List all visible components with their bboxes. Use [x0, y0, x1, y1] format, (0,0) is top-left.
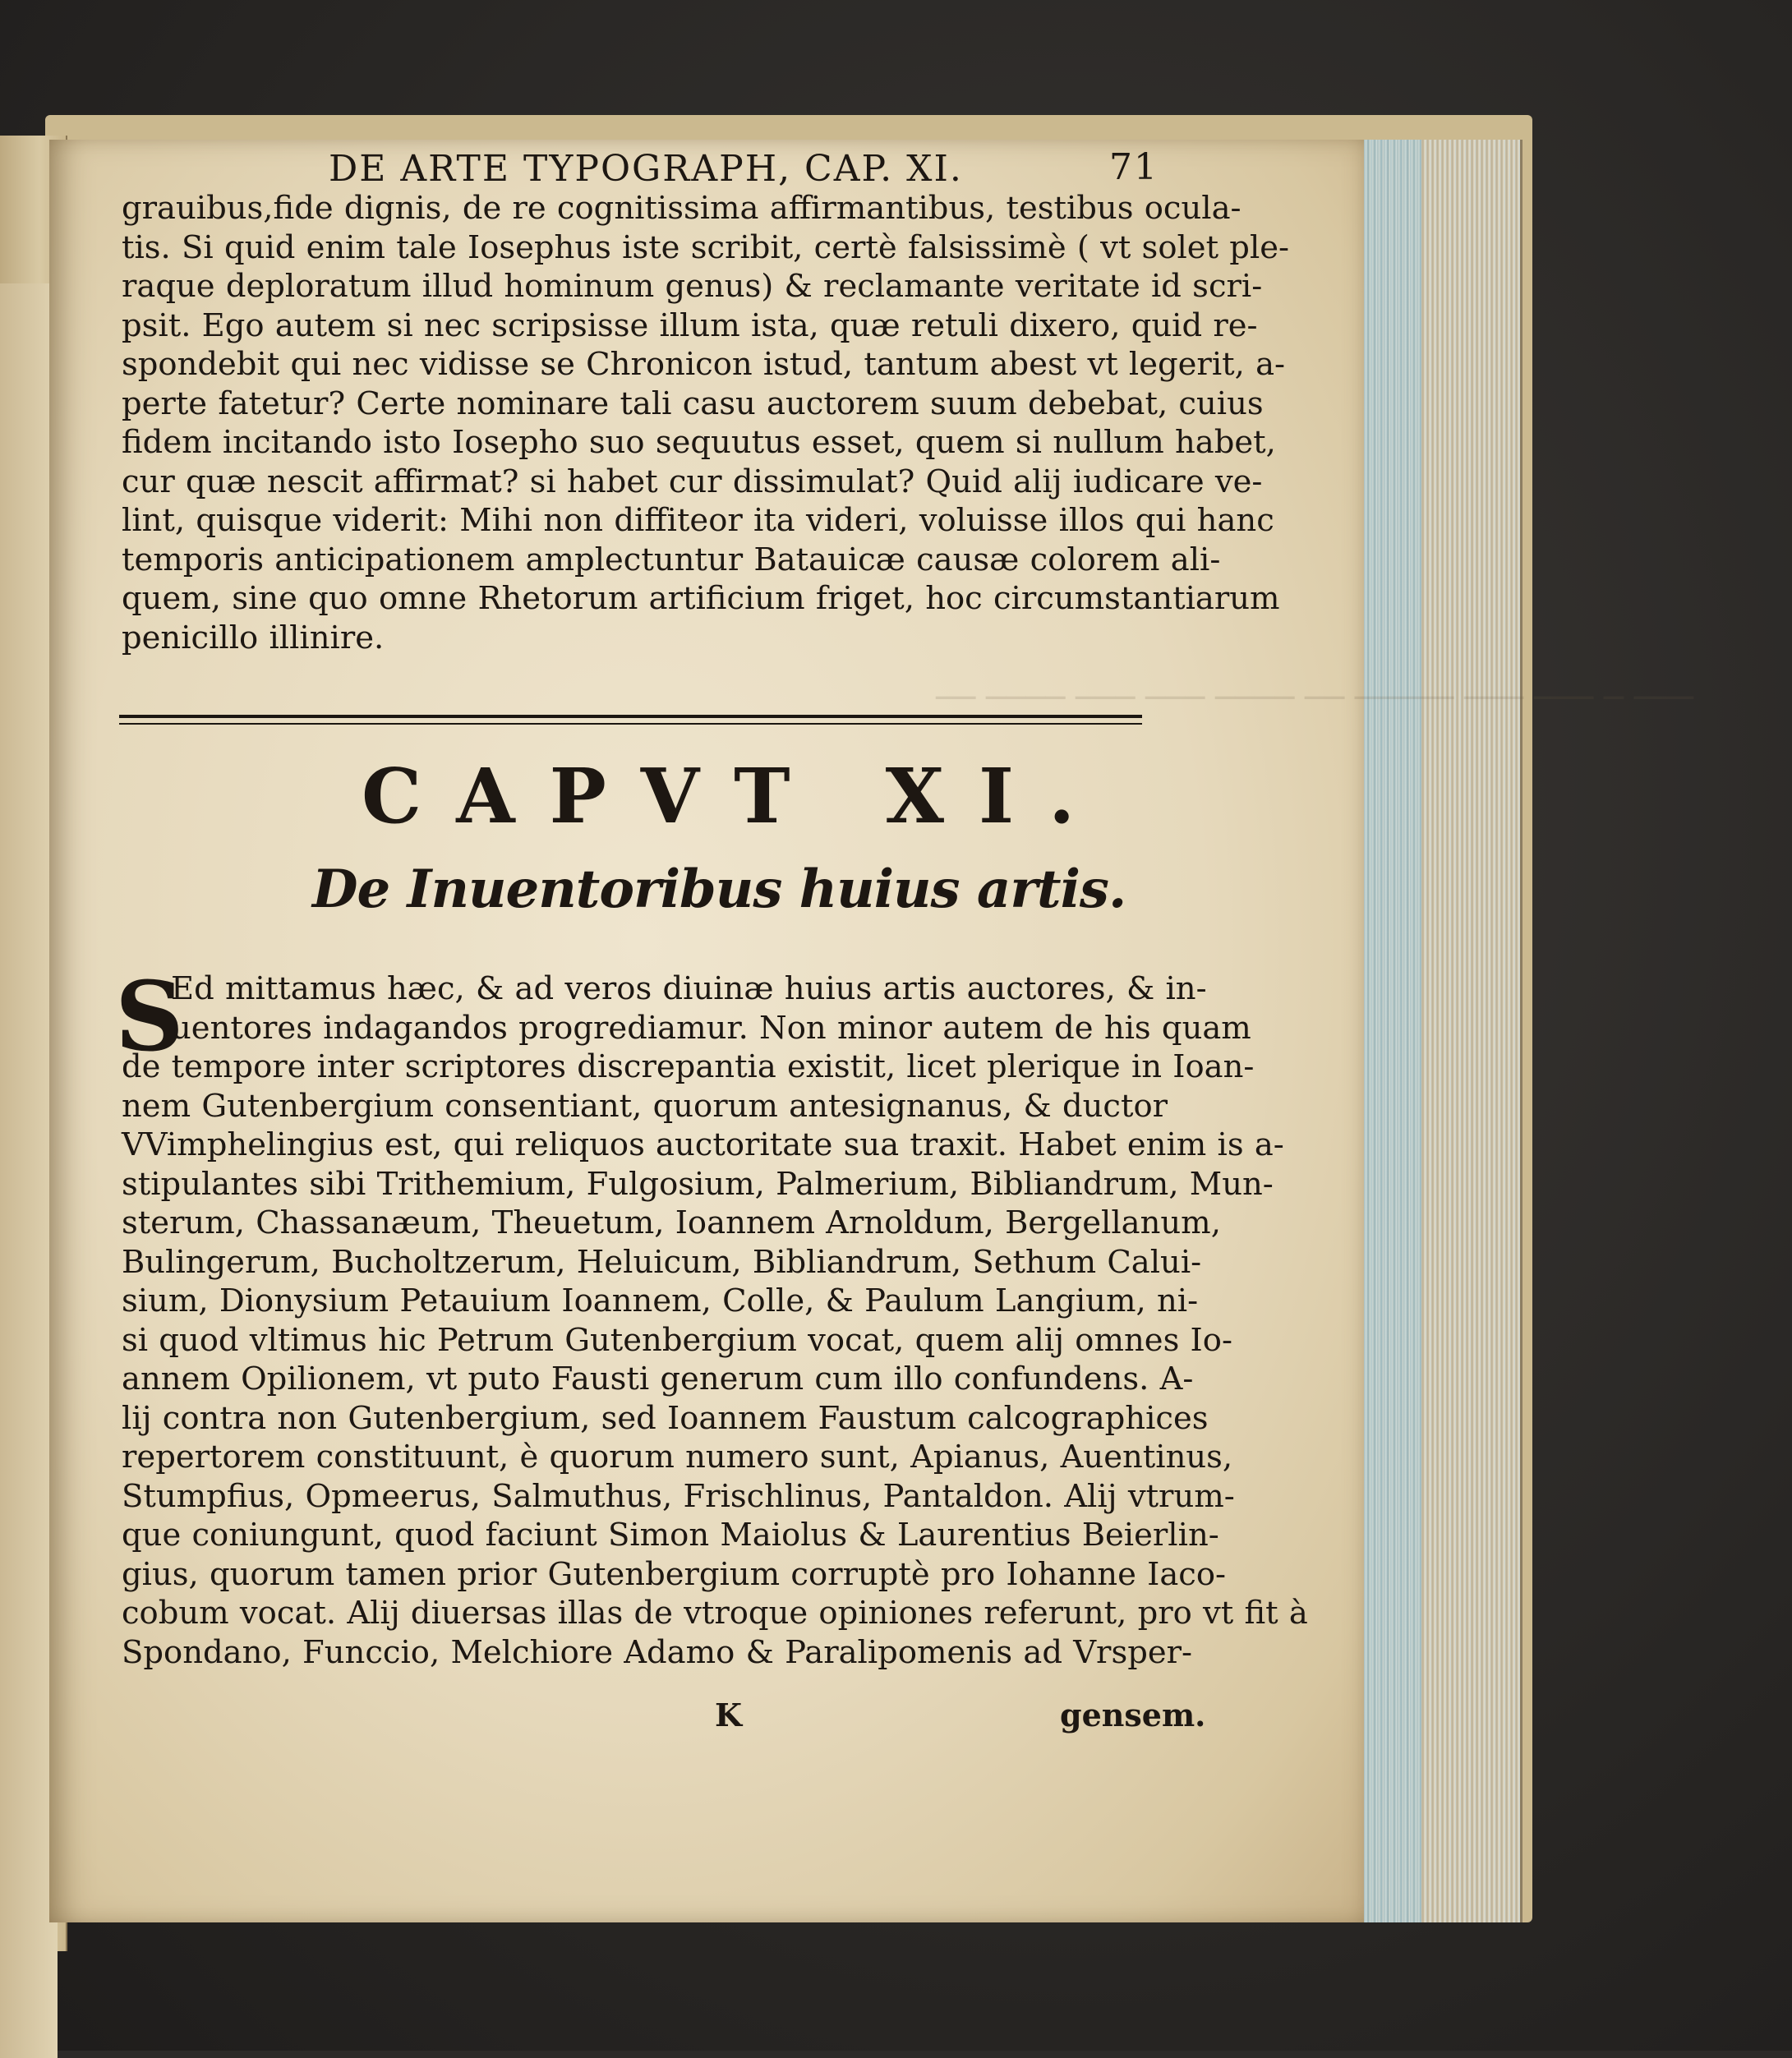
- text-line: lij contra non Gutenbergium, sed Ioannem Faustum calcographices: [122, 1399, 1209, 1437]
- running-title: DE ARTE TYPOGRAPH, CAP. XI.: [329, 148, 963, 190]
- text-line: penicillo illinire.: [122, 619, 385, 656]
- text-line: fidem incitando isto Iosepho suo sequutus esset, quem si nullum habet,: [122, 424, 1276, 461]
- text-line: raque deploratum illud hominum genus) & reclamante veritate id scri-: [122, 268, 1263, 305]
- text-line: nem Gutenbergium consentiant, quorum antesignanus, & ductor: [122, 1087, 1168, 1125]
- chapter-heading: CAPVT XI.: [362, 752, 1110, 840]
- text-line: uentores indagandos progrediamur. Non minor autem de his quam: [171, 1009, 1251, 1047]
- text-line: quem, sine quo omne Rhetorum artificium friget, hoc circumstantiarum: [122, 580, 1280, 617]
- paragraph-main: [122, 969, 1308, 1672]
- bleed-through: ─── ─ ─── ─── ───── ── ──── ─── ─── ──── ──: [936, 679, 1693, 717]
- text-line: Stumpfius, Opmeerus, Salmuthus, Frischlinus, Pantaldon. Alij vtrum-: [122, 1477, 1235, 1515]
- text-line: annem Opilionem, vt puto Fausti generum cum illo confundens. A-: [122, 1360, 1194, 1397]
- text-line: perte fatetur? Certe nominare tali casu auctorem suum debebat, cuius: [122, 384, 1264, 422]
- text-line: tis. Si quid enim tale Iosephus iste scribit, certè falsissimè ( vt solet ple-: [122, 228, 1290, 266]
- text-line: spondebit qui nec vidisse se Chronicon istud, tantum abest vt legerit, a-: [122, 346, 1286, 383]
- text-line: Ed mittamus hæc, & ad veros diuinæ huius artis auctores, & in-: [171, 970, 1207, 1007]
- signature-mark: K: [715, 1697, 743, 1733]
- text-line: cobum vocat. Alij diuersas illas de vtroque opiniones referunt, pro vt fit à: [122, 1595, 1308, 1632]
- text-line: cur quæ nescit affirmat? si habet cur dissimulat? Quid alij iudicare ve-: [122, 463, 1263, 500]
- text-line: Bulingerum, Bucholtzerum, Heluicum, Bibliandrum, Sethum Calui-: [122, 1243, 1202, 1281]
- text-line: temporis anticipationem amplectuntur Batauicæ causæ colorem ali-: [122, 541, 1221, 578]
- text-line: sium, Dionysium Petauium Ioannem, Colle, & Paulum Langium, ni-: [122, 1282, 1199, 1319]
- text-line: sterum, Chassanæum, Theuetum, Ioannem Arnoldum, Bergellanum,: [122, 1204, 1221, 1241]
- drop-cap: S: [115, 961, 184, 1073]
- text-line: psit. Ego autem si nec scripsisse illum ista, quæ retuli dixero, quid re-: [122, 306, 1258, 344]
- paragraph-continued: [122, 189, 1290, 657]
- text-line: stipulantes sibi Trithemium, Fulgosium, Palmerium, Bibliandrum, Mun-: [122, 1165, 1274, 1203]
- text-line: gius, quorum tamen prior Gutenbergium corruptè pro Iohanne Iaco-: [122, 1555, 1227, 1593]
- text-line: Spondano, Funccio, Melchiore Adamo & Paralipomenis ad Vrsper-: [122, 1633, 1193, 1671]
- text-line: grauibus,fide dignis, de re cognitissima affirmantibus, testibus ocula-: [122, 190, 1242, 227]
- catchword: gensem.: [1060, 1697, 1206, 1733]
- running-header: [329, 148, 1175, 190]
- text-line: que coniungunt, quod faciunt Simon Maiolus & Laurentius Beierlin-: [122, 1517, 1219, 1554]
- text-line: de tempore inter scriptores discrepantia existit, licet plerique in Ioan-: [122, 1048, 1255, 1085]
- page-block-edge: [1347, 140, 1523, 1922]
- page-number: 71: [1109, 146, 1159, 188]
- section-divider: [119, 715, 1142, 718]
- text-line: VVimphelingius est, qui reliquos auctoritate sua traxit. Habet enim is a-: [122, 1126, 1284, 1163]
- chapter-subtitle: De Inuentoribus huius artis.: [312, 859, 1126, 920]
- section-divider-thin: [119, 723, 1142, 725]
- text-line: si quod vltimus hic Petrum Gutenbergium vocat, quem alij omnes Io-: [122, 1321, 1232, 1359]
- text-line: repertorem constituunt, è quorum numero sunt, Apianus, Auentinus,: [122, 1439, 1233, 1476]
- text-line: lint, quisque viderit: Mihi non diffiteor ita videri, voluisse illos qui hanc: [122, 502, 1274, 539]
